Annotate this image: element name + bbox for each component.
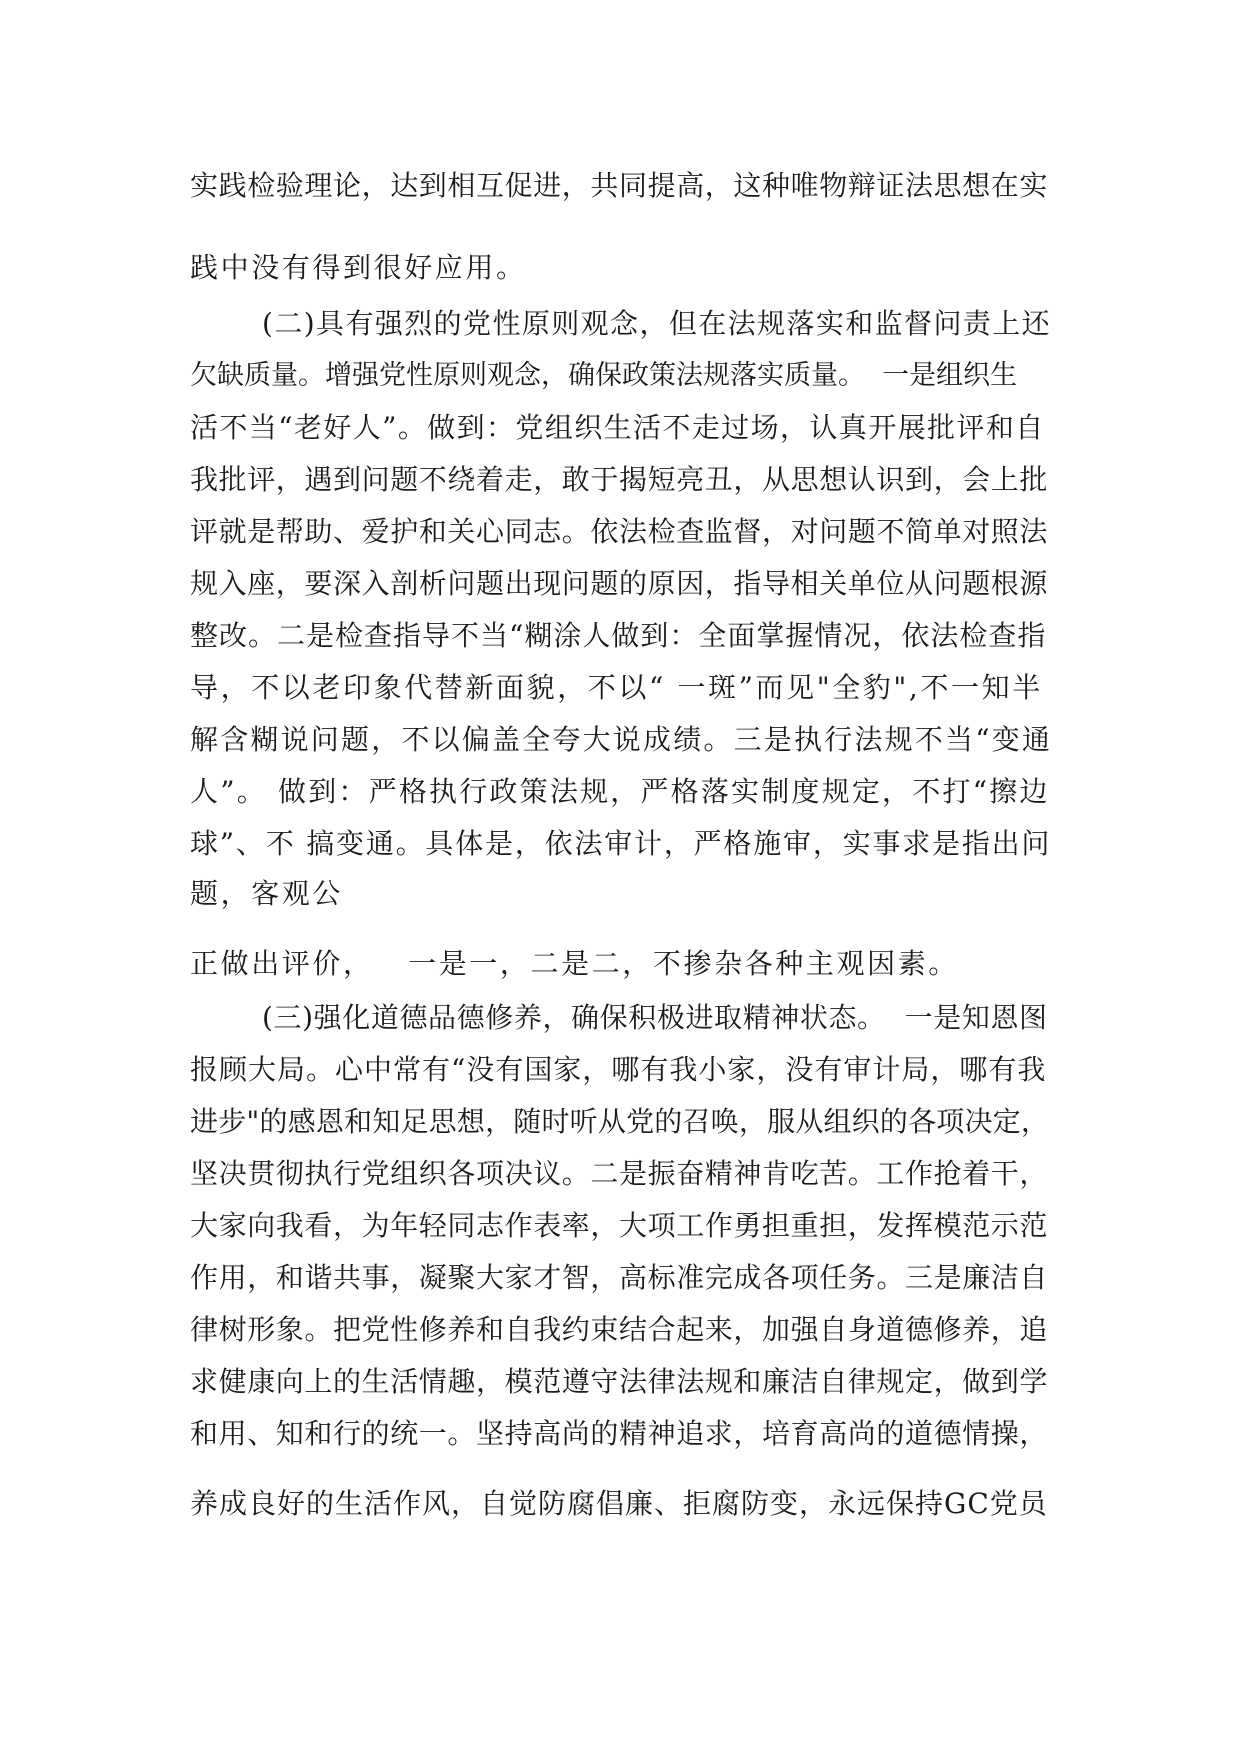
text-line: 养成良好的生活作风，自觉防腐倡廉、拒腐防变，永远保持GC党员	[190, 1487, 1048, 1520]
text-line: 求健康向上的生活情趣，模范遵守法律法规和廉洁自律规定，做到学	[190, 1365, 1049, 1398]
text-line: 进步"的感恩和知足思想，随时听从党的召唤，服从组织的各项决定，	[190, 1105, 1050, 1138]
text-line: 欠缺质量。增强党性原则观念，确保政策法规落实质量。 一是组织生	[190, 360, 1018, 391]
text-line: 律树形象。把党性修养和自我约束结合起来，加强自身道德修养，追	[190, 1313, 1049, 1346]
text-line: 整改。二是检查指导不当“糊涂人做到：全面掌握情况，依法检查指	[190, 619, 1047, 652]
paragraph-heading: (三)强化道德品德修养，确保积极进取精神状态。 一是知恩图	[262, 1001, 1048, 1034]
text-line: 报顾大局。心中常有“没有国家，哪有我小家，没有审计局，哪有我	[190, 1053, 1047, 1086]
text-line: 实践检验理论，达到相互促进，共同提高，这种唯物辩证法思想在实	[190, 169, 1049, 202]
paragraph-heading: (二)具有强烈的党性原则观念，但在法规落实和监督问责上还	[262, 307, 1052, 340]
text-line: 我批评，遇到问题不绕着走，敢于揭短亮丑，从思想认识到，会上批	[190, 463, 1049, 496]
text-line: 大家向我看，为年轻同志作表率，大项工作勇担重担，发挥模范示范	[190, 1209, 1049, 1242]
text-line: 坚决贯彻执行党组织各项决议。二是振奋精神肯吃苦。工作抢着干，	[190, 1157, 1049, 1190]
text-line: 规入座，要深入剖析问题出现问题的原因，指导相关单位从问题根源	[190, 567, 1049, 600]
text-line: 题，客观公	[190, 877, 344, 910]
text-line: 导，不以老印象代替新面貌，不以“ 一斑”而见"全豹",不一知半	[190, 671, 1043, 704]
text-line: 球”、不 搞变通。具体是，依法审计，严格施审，实事求是指出问	[190, 827, 1052, 860]
text-line: 解含糊说问题，不以偏盖全夸大说成绩。三是执行法规不当“变通	[190, 723, 1053, 756]
text-line: 活不当“老好人”。做到：党组织生活不走过场，认真开展批评和自	[190, 411, 1045, 444]
text-line: 和用、知和行的统一。坚持高尚的精神追求，培育高尚的道德情操，	[190, 1417, 1049, 1450]
text-line: 正做出评价， 一是一，二是二，不掺杂各种主观因素。	[190, 947, 959, 980]
text-line: 践中没有得到很好应用。	[190, 251, 527, 284]
text-line: 评就是帮助、爱护和关心同志。依法检查监督，对问题不简单对照法	[190, 515, 1049, 548]
text-line: 作用，和谐共事，凝聚大家才智，高标准完成各项任务。三是廉洁自	[190, 1261, 1049, 1294]
text-line: 人”。 做到：严格执行政策法规，严格落实制度规定，不打“擦边	[190, 775, 1050, 808]
